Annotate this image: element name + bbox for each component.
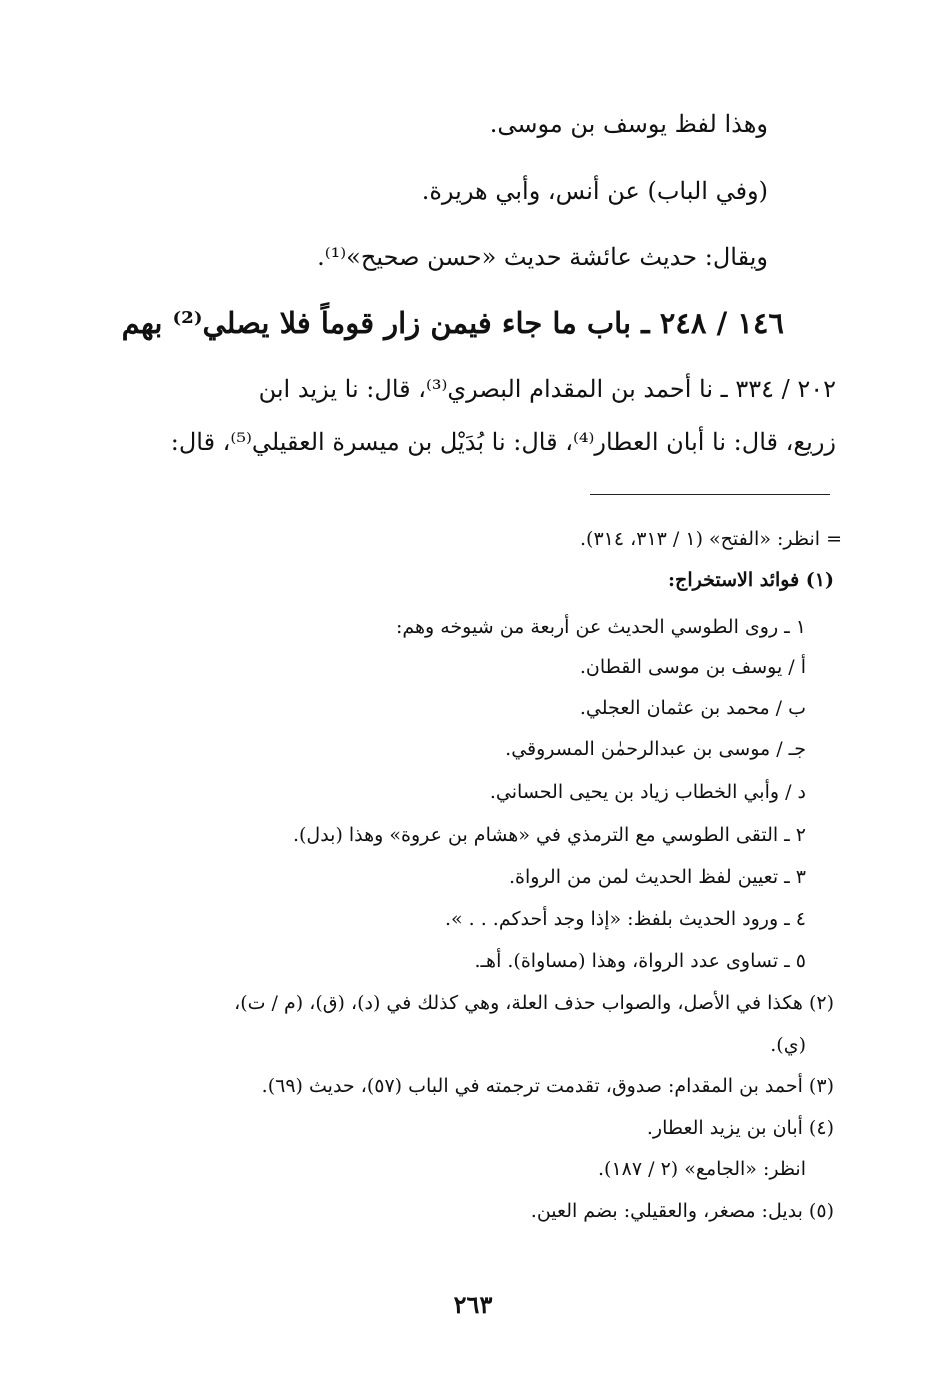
footnote-5: (٥) بديل: مصغر، والعقيلي: بضم العين. bbox=[530, 1200, 834, 1222]
footnote-1-sub-a: أ / يوسف بن موسى القطان. bbox=[579, 656, 806, 678]
footnote-1-item-5: ٥ ـ تساوى عدد الرواة، وهذا (مساواة). أهـ. bbox=[474, 950, 806, 972]
chapter-heading: ١٤٦ / ٢٤٨ ـ باب ما جاء فيمن زار قوماً فلا يصلي⁽²⁾ بهم bbox=[121, 306, 784, 340]
main-line-1: وهذا لفظ يوسف بن موسى. bbox=[489, 110, 768, 138]
footnote-1-sub-d: د / وأبي الخطاب زياد بن يحيى الحساني. bbox=[489, 781, 806, 803]
page-number: ٢٦٣ bbox=[453, 1290, 493, 1319]
main-line-3: ويقال: حديث عائشة حديث «حسن صحيح»⁽¹⁾. bbox=[317, 243, 768, 271]
footnote-1-item-1: ١ ـ روى الطوسي الحديث عن أربعة من شيوخه وهم: bbox=[395, 616, 806, 638]
footnote-1-item-3: ٣ ـ تعيين لفظ الحديث لمن من الرواة. bbox=[508, 866, 806, 888]
hadith-line-1: ٢٠٢ / ٣٣٤ ـ نا أحمد بن المقدام البصري⁽³⁾، قال: نا يزيد ابن bbox=[258, 375, 836, 403]
footnote-continuation: = انظر: «الفتح» (١ / ٣١٣، ٣١٤). bbox=[580, 528, 842, 550]
footnote-1-title: (١) فوائد الاستخراج: bbox=[668, 569, 834, 591]
footnote-4-line-1: (٤) أبان بن يزيد العطار. bbox=[646, 1117, 834, 1139]
hadith-line-2: زريع، قال: نا أبان العطار⁽⁴⁾، قال: نا بُدَيْل بن ميسرة العقيلي⁽⁵⁾، قال: bbox=[170, 428, 836, 456]
main-line-2: (وفي الباب) عن أنس، وأبي هريرة. bbox=[421, 177, 768, 205]
footnote-1-item-4: ٤ ـ ورود الحديث بلفظ: «إذا وجد أحدكم. . . ». bbox=[444, 908, 806, 930]
footnote-2-line-2: (ي). bbox=[770, 1034, 806, 1056]
footnote-4-line-2: انظر: «الجامع» (٢ / ١٨٧). bbox=[598, 1158, 806, 1180]
footnote-2-line-1: (٢) هكذا في الأصل، والصواب حذف العلة، وهي كذلك في (د)، (ق)، (م / ت)، bbox=[234, 992, 834, 1014]
footnote-1-sub-b: ب / محمد بن عثمان العجلي. bbox=[579, 697, 806, 719]
footnote-separator bbox=[590, 494, 830, 495]
footnote-1-sub-c: جـ / موسى بن عبدالرحمٰن المسروقي. bbox=[505, 738, 806, 760]
footnote-1-item-2: ٢ ـ التقى الطوسي مع الترمذي في «هشام بن عروة» وهذا (بدل). bbox=[292, 824, 806, 846]
footnote-3: (٣) أحمد بن المقدام: صدوق، تقدمت ترجمته في الباب (٥٧)، حديث (٦٩). bbox=[261, 1075, 834, 1097]
